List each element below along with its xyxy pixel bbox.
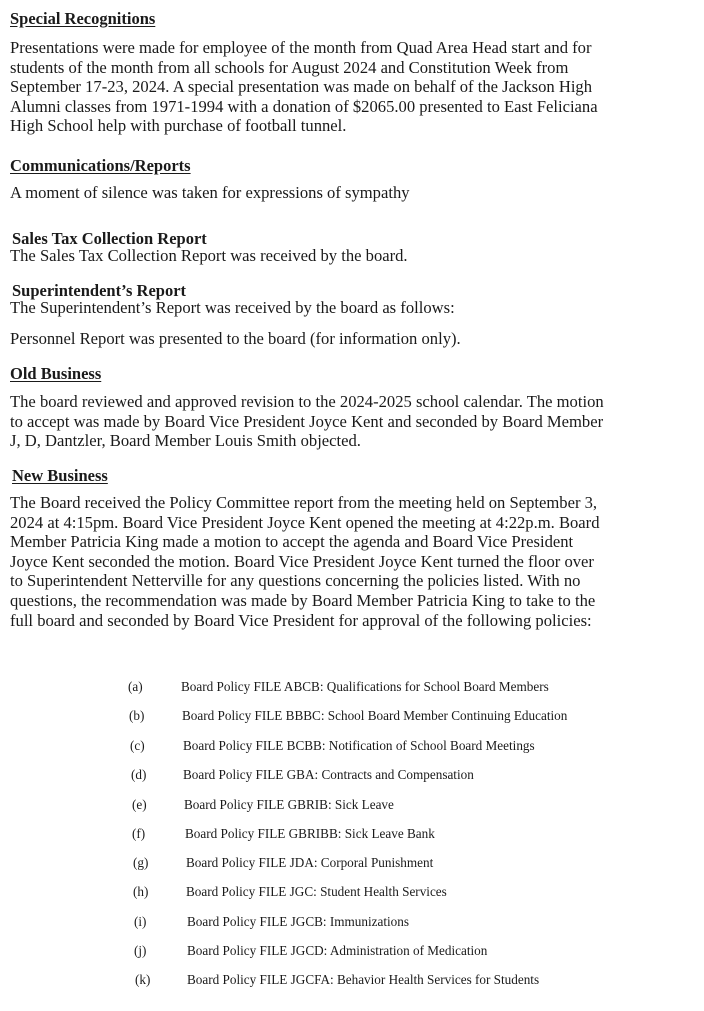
paragraph-line: September 17-23, 2024. A special presentation was made on behalf of the Jackson High [10, 77, 593, 97]
special-recognitions-heading: Special Recognitions [10, 9, 156, 28]
superintendent-text: The Superintendent’s Report was received by the board as follows: [10, 298, 455, 317]
policy-letter: (b) [129, 708, 145, 723]
communications-text: A moment of silence was taken for expressions of sympathy [10, 183, 410, 202]
policy-text: Board Policy FILE JGCB: Immunizations [187, 914, 409, 929]
paragraph-line: Member Patricia King made a motion to accept the agenda and Board Vice President [10, 532, 574, 552]
superintendent-heading: Superintendent’s Report [12, 281, 187, 300]
paragraph-line: students of the month from all schools for August 2024 and Constitution Week from [10, 57, 569, 77]
paragraph-line: questions, the recommendation was made by Board Member Patricia King to take to the [10, 590, 596, 610]
policy-letter: (a) [128, 679, 143, 694]
policy-text: Board Policy FILE ABCB: Qualifications for School Board Members [181, 679, 549, 694]
paragraph-line: The board reviewed and approved revision to the 2024-2025 school calendar. The motion [10, 392, 604, 411]
policy-text: Board Policy FILE GBA: Contracts and Compensation [183, 767, 474, 782]
paragraph-line: The Board received the Policy Committee report from the meeting held on September 3, [10, 493, 598, 512]
paragraph-line: 2024 at 4:15pm. Board Vice President Joyce Kent opened the meeting at 4:22p.m. Board [10, 512, 600, 532]
new-business-paragraph [10, 493, 694, 630]
paragraph-line: Joyce Kent seconded the motion. Board Vice President Joyce Kent turned the floor over [10, 551, 594, 571]
policy-text: Board Policy FILE BBBC: School Board Member Continuing Education [182, 708, 568, 723]
paragraph-line: to Superintendent Netterville for any questions concerning the policies listed. With no [10, 571, 581, 591]
sales-tax-heading: Sales Tax Collection Report [12, 229, 207, 248]
policy-text: Board Policy FILE BCBB: Notification of School Board Meetings [183, 738, 535, 753]
paragraph-line: J, D, Dantzler, Board Member Louis Smith objected. [10, 431, 361, 451]
personnel-report-text: Personnel Report was presented to the board (for information only). [10, 329, 461, 348]
paragraph-line: full board and seconded by Board Vice President for approval of the following policies: [10, 610, 592, 630]
old-business-paragraph [10, 392, 694, 451]
policy-text: Board Policy FILE JGC: Student Health Services [186, 884, 447, 899]
policy-letter: (f) [132, 826, 146, 841]
paragraph-line: to accept was made by Board Vice President Joyce Kent and seconded by Board Member [10, 411, 604, 431]
policy-text: Board Policy FILE GBRIBB: Sick Leave Bank [185, 826, 435, 841]
policy-text: Board Policy FILE JGCD: Administration of Medication [187, 943, 488, 958]
policy-letter: (j) [134, 943, 147, 958]
policy-letter: (d) [131, 767, 147, 782]
policy-letter: (e) [132, 797, 147, 812]
special-recognitions-paragraph [10, 38, 694, 136]
sales-tax-text: The Sales Tax Collection Report was received by the board. [10, 246, 408, 265]
policy-letter: (h) [133, 884, 149, 899]
paragraph-line: High School help with purchase of football tunnel. [10, 116, 347, 136]
policy-letter: (k) [135, 972, 151, 987]
paragraph-line: Presentations were made for employee of the month from Quad Area Head start and for [10, 38, 592, 57]
policy-text: Board Policy FILE GBRIB: Sick Leave [184, 797, 394, 812]
paragraph-line: Alumni classes from 1971-1994 with a donation of $2065.00 presented to East Feliciana [10, 96, 598, 116]
policy-letter: (g) [133, 855, 149, 870]
policy-letter: (i) [134, 914, 147, 929]
old-business-heading: Old Business [10, 364, 102, 383]
policy-text: Board Policy FILE JDA: Corporal Punishment [186, 855, 434, 870]
new-business-heading: New Business [12, 466, 108, 485]
policy-letter: (c) [130, 738, 145, 753]
communications-heading: Communications/Reports [10, 156, 191, 175]
policy-text: Board Policy FILE JGCFA: Behavior Health Services for Students [187, 972, 540, 987]
